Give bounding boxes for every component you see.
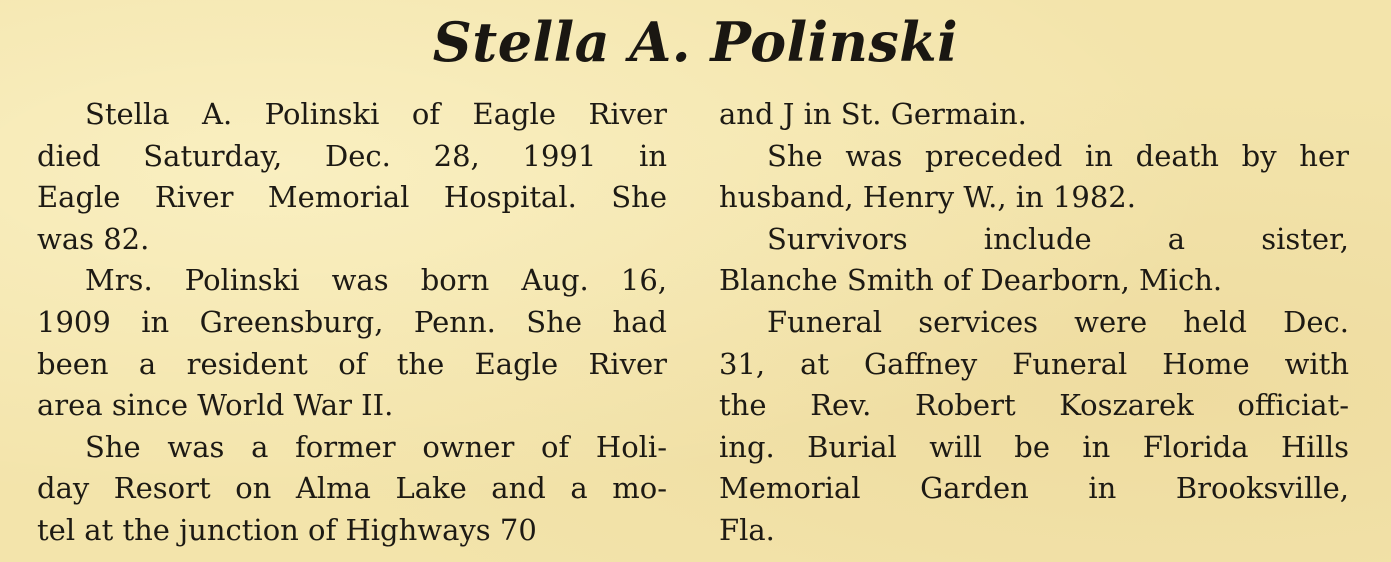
text-line: Memorial Garden in Brooksville, [719,471,1349,506]
text-line: died Saturday, Dec. 28, 1991 in [37,138,667,173]
text-line: She was preceded in death by her [767,138,1349,173]
text-line: husband, Henry W., in 1982. [719,180,1136,215]
paragraph [719,94,1349,136]
text-line: was 82. [37,221,150,256]
text-line: She was a former owner of Holi- [85,429,667,464]
text-line: 31, at Gaffney Funeral Home with [719,346,1349,381]
text-line: Eagle River Memorial Hospital. She [37,180,667,215]
text-line: Survivors include a sister, [767,221,1349,256]
text-line: tel at the junction of Highways 70 [37,512,537,547]
text-line: Blanche Smith of Dearborn, Mich. [719,263,1223,298]
text-line: Mrs. Polinski was born Aug. 16, [85,263,667,298]
text-line: 1909 in Greensburg, Penn. She had [37,304,667,339]
text-line: day Resort on Alma Lake and a mo- [37,471,667,506]
text-line: been a resident of the Eagle River [37,346,667,381]
column-left [37,94,667,552]
text-line: Stella A. Polinski of Eagle River [85,97,667,131]
text-line: the Rev. Robert Koszarek officiat- [719,388,1349,423]
paragraph [37,260,667,426]
paragraph [719,302,1349,552]
paragraph [37,427,667,552]
headline: Stella A. Polinski [432,10,959,74]
text-line: Fla. [719,512,775,547]
text-line: and J in St. Germain. [719,97,1027,131]
text-line: ing. Burial will be in Florida Hills [719,429,1349,464]
column-right [719,94,1349,552]
text-line: Funeral services were held Dec. [767,304,1349,339]
paragraph [719,136,1349,219]
paragraph [719,219,1349,302]
paragraph [37,94,667,260]
text-line: area since World War II. [37,388,394,423]
